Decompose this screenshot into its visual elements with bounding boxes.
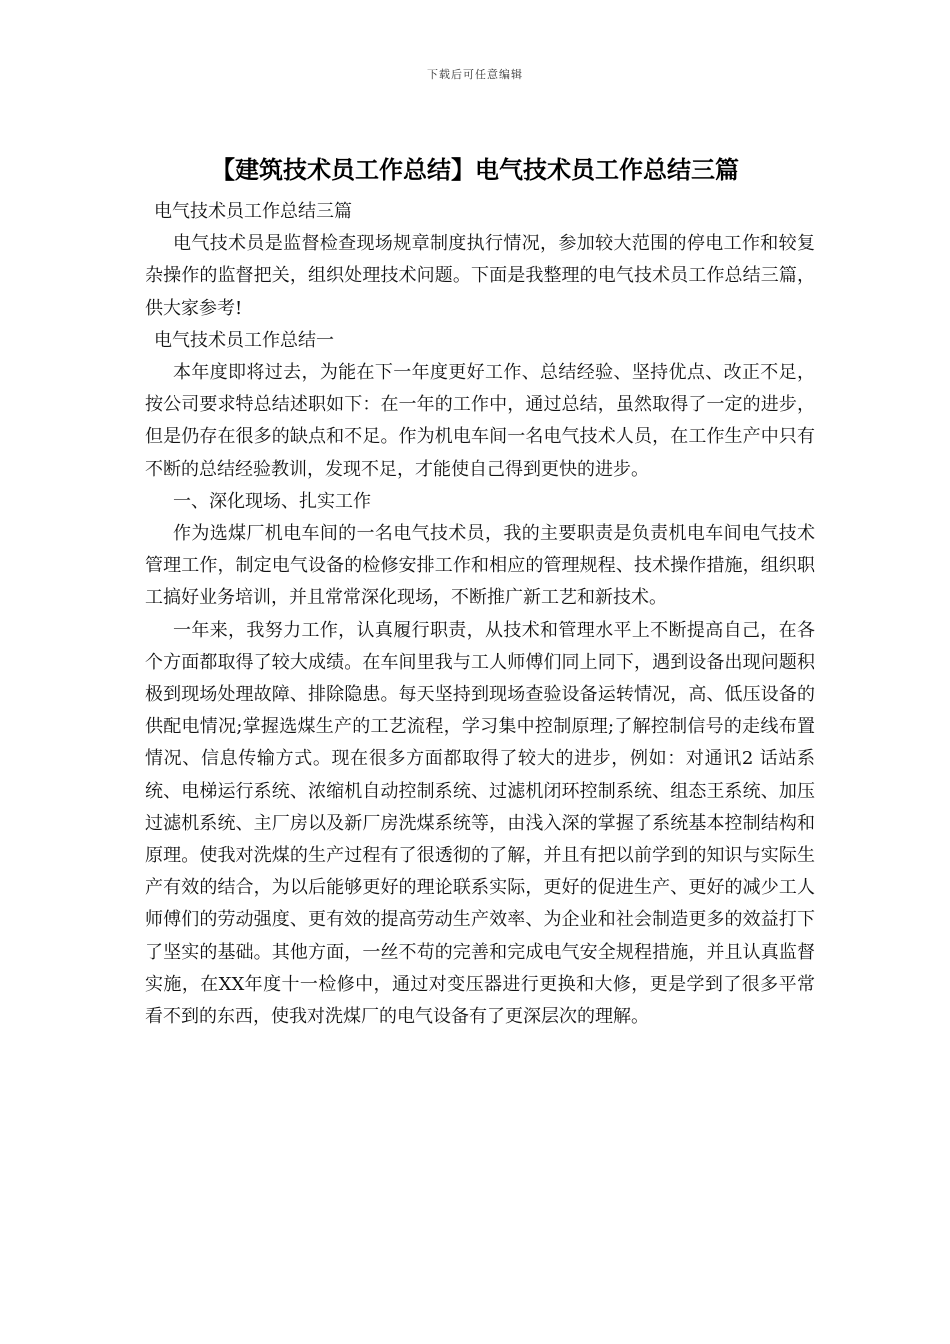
document-body [145, 196, 815, 1033]
paragraph: 本年度即将过去，为能在下一年度更好工作、总结经验、坚持优点、改正不足，按公司要求特总结述职如下：在一年的工作中，通过总结，虽然取得了一定的进步，但是仍存在很多的缺点和不足。作为机电车间一名电气技术人员，在工作生产中只有不断的总结经验教训，发现不足，才能使自己得到更快的进步。 [145, 362, 815, 480]
document-title: 【建筑技术员工作总结】电气技术员工作总结三篇 [211, 155, 739, 184]
paragraph-heading: 一、深化现场、扎实工作 [173, 490, 371, 512]
paragraph: 作为选煤厂机电车间的一名电气技术员，我的主要职责是负责机电车间电气技术管理工作，制定电气设备的检修安排工作和相应的管理规程、技术操作措施，组织职工搞好业务培训，并且常常深化现场，不断推广新工艺和新技术。 [145, 523, 815, 609]
paragraph: 电气技术员是监督检查现场规章制度执行情况，参加较大范围的停电工作和较复杂操作的监督把关，组织处理技术问题。下面是我整理的电气技术员工作总结三篇，供大家参考! [145, 233, 815, 319]
section-heading: 电气技术员工作总结三篇 [154, 201, 352, 222]
header-note: 下载后可任意编辑 [427, 68, 523, 81]
section-heading: 电气技术员工作总结一 [154, 329, 334, 351]
paragraph: 一年来，我努力工作，认真履行职责，从技术和管理水平上不断提高自己，在各个方面都取得了较大成绩。在车间里我与工人师傅们同上同下，遇到设备出现问题积极到现场处理故障、排除隐患。每天坚持到现场查验设备运转情况，高、低压设备的供配电情况;掌握选煤生产的工艺流程，学习集中控制原理;了解控制信号的走线布置情况、信息传输方式。现在很多方面都取得了较大的进步，例如：对通讯2 话站系统、电梯运行系统、浓缩机自动控制系统、过滤机闭环控制系统、组态王系统、加压过滤机系统、主厂房以及新厂房洗煤系统等，由浅入深的掌握了系统基本控制结构和原理。使我对洗煤的生产过程有了很透彻的了解，并且有把以前学到的知识与实际生产有效的结合，为以后能够更好的理论联系实际，更好的促进生产、更好的减少工人师傅们的劳动强度、更有效的提高劳动生产效率、为企业和社会制造更多的效益打下了坚实的基础。其他方面，一丝不苟的完善和完成电气安全规程措施，并且认真监督实施，在XX年度十一检修中，通过对变压器进行更换和大修，更是学到了很多平常看不到的东西，使我对洗煤厂的电气设备有了更深层次的理解。 [145, 619, 815, 1028]
